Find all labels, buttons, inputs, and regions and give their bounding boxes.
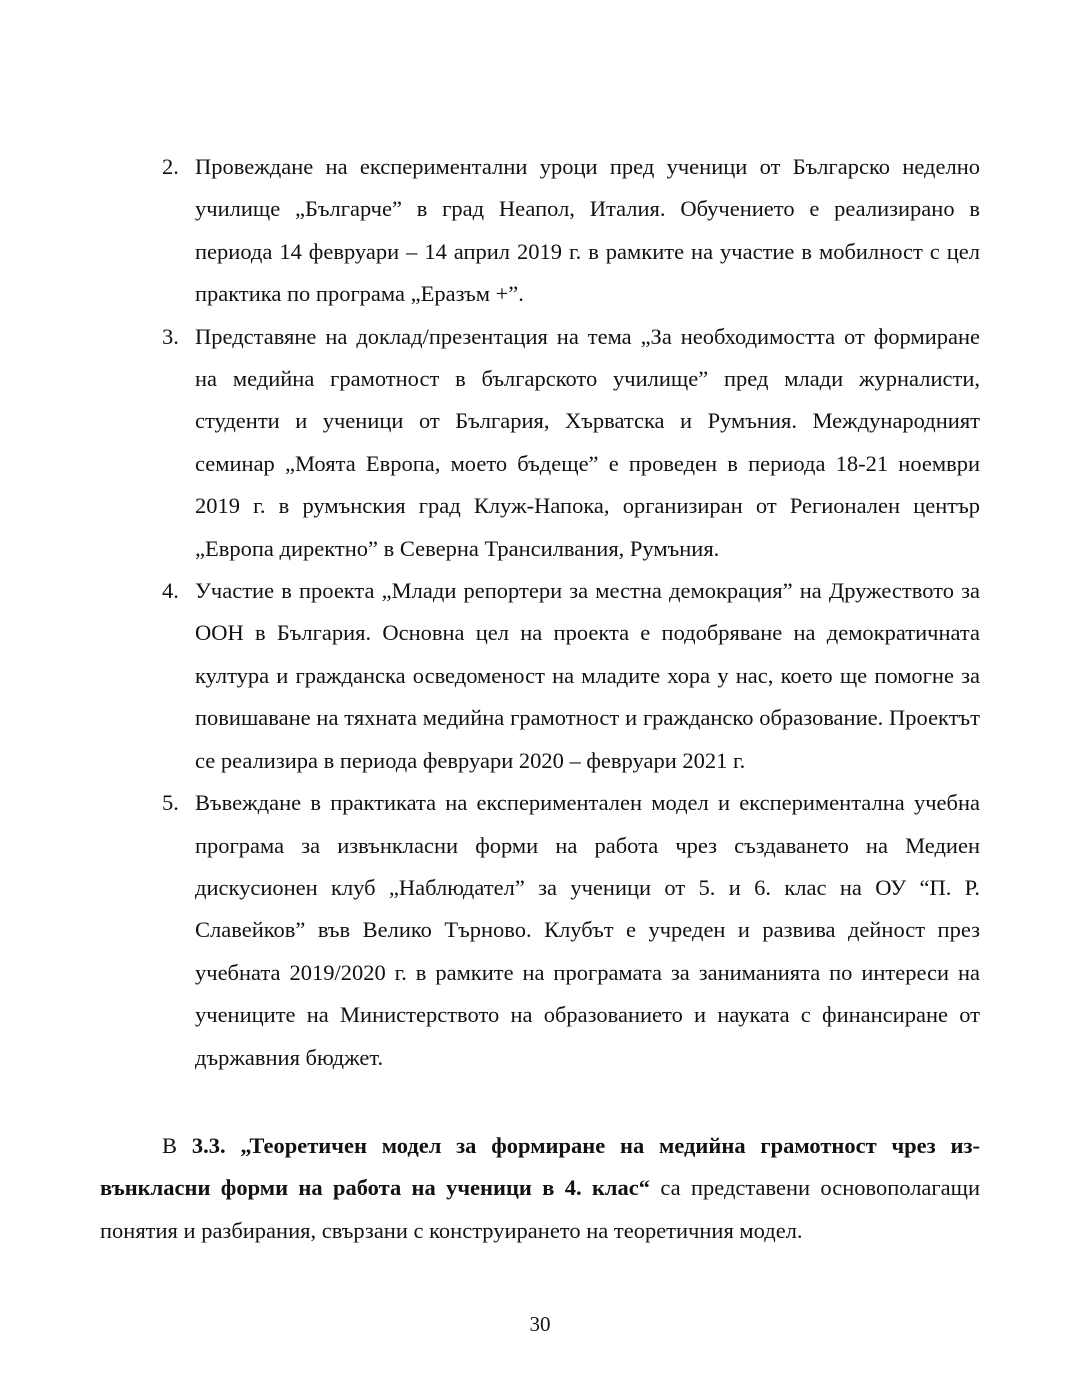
section-reference: 3.3. „Теоретичен модел за формиране на медийна грамотност чрез извънкласни форми на работа на ученици в 4. клас“ — [100, 1133, 980, 1201]
list-item-text: Въвеждане в практиката на експериментален модел и експериментална учебна програма за извънкласни форми на работа чрез създаването на Медиен дискусионен клуб „Наблюдател” за ученици от 5. и 6. клас на ОУ “П. Р. Славейков” във Велико Търново. Клубът е учреден и развива дейност през учебната 2019/2020 г. в рамките на програмата за заниманията по интереси на учениците на Министерството на образованието и науката с финансиране от държавния бюджет. — [195, 790, 980, 1070]
list-item-number: 2. — [162, 154, 179, 179]
page-number: 30 — [529, 1312, 551, 1336]
list-item-number: 4. — [162, 578, 179, 604]
list-item-text: Представяне на доклад/презентация на тема „За необходимостта от формиране на медийна грамотност в българското училище” пред млади журналисти, студенти и ученици от България, Хърватска и Румъния. Международният семинар „Моята Европа, моето бъдеще” е проведен в периода 18-21 ноември 2019 г. в румънския град Клуж-Напока, организиран от Регионален център „Европа директно” в Северна Трансилвания, Румъния. — [195, 323, 980, 561]
list-item — [162, 316, 980, 570]
list-item — [162, 146, 980, 316]
paragraph-suffix: са представени основополагащи понятия и разбирания, свързани с конструирането на теоретичния модел. — [100, 1175, 981, 1243]
list-item-text: Провеждане на експериментални уроци пред ученици от Българско неделно училище „Българче” в град Неапол, Италия. Обучението е реализирано в периода 14 февруари – 14 април 2019 г. в рамките на участие в мобилност с цел практика по програма „Еразъм +”. — [195, 154, 980, 307]
list-item-number: 3. — [162, 323, 179, 349]
list-item-number: 5. — [162, 790, 179, 816]
list-item-text: Участие в проекта „Млади репортери за местна демокрация” на Дружеството за ООН в България. Основна цел на проекта е подобряване на демократичната култура и гражданска осведоменост на младите хора у нас, което ще помогне за повишаване на тяхната медийна грамотност и гражданско образование. Проектът се реализира в периода февруари 2020 – февруари 2021 г. — [195, 578, 980, 773]
list-item — [162, 570, 980, 782]
paragraph-prefix: В — [162, 1133, 192, 1158]
numbered-list — [162, 146, 980, 1079]
list-item — [162, 782, 980, 1079]
body-paragraph — [100, 1125, 980, 1252]
